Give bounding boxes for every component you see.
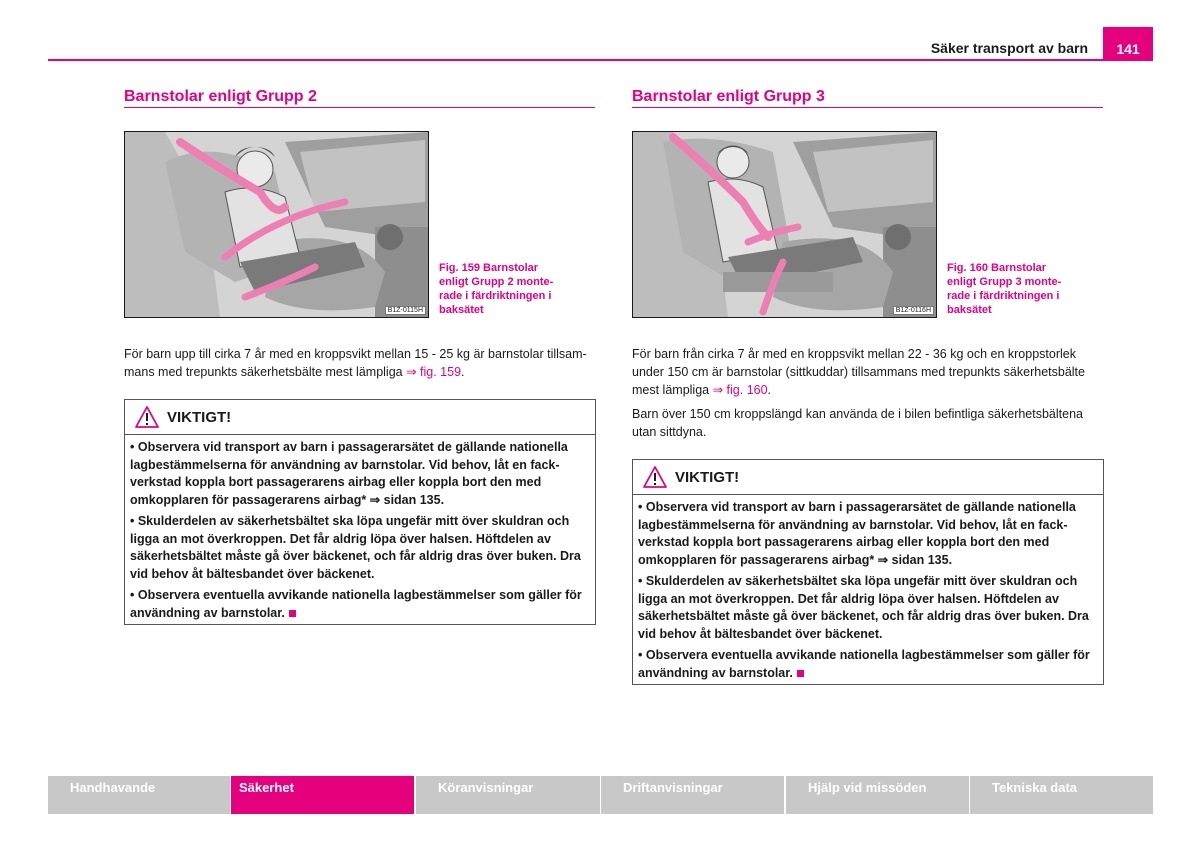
paragraph-line: mest lämpliga ⇒ fig. 160. [632,383,772,397]
warning-title: VIKTIGT! [675,468,740,486]
warning-item: • Observera vid transport av barn i passagerarsätet de gällande nationella lagbestämmelserna för användning av barnstolar. Vid behov, låt en fack-verkstad koppla bort passagerarens airbag eller koppla bort den med omkopplaren för passagerarens airbag* ⇒ sidan 135. [638,500,1076,567]
figure-159-link[interactable]: ⇒ fig. 159 [406,365,462,379]
end-square-icon [289,610,296,617]
paragraph-line: under 150 cm är barnstolar (sittkuddar) tillsammans med trepunkts säkerhetsbälte [632,365,1085,379]
child-in-booster-seat-illustration [125,132,428,317]
paragraph-line: mans med trepunkts säkerhetsbälte mest lämpliga ⇒ fig. 159. [124,365,465,379]
right-second-paragraph [632,405,1107,441]
warning-body [125,435,595,629]
caption-line: enligt Grupp 3 monte- [947,276,1062,288]
figure-code: B1Z-0115H [385,306,426,315]
warning-header [125,400,595,435]
caption-line: baksätet [947,304,992,316]
warning-triangle-icon [135,406,159,428]
end-square-icon [797,670,804,677]
nav-tab-sakerhet[interactable]: Säkerhet [231,776,414,814]
warning-triangle-icon [643,466,667,488]
caption-line: Fig. 160 Barnstolar [947,262,1047,274]
figure-code: B1Z-0116H [893,306,934,315]
paragraph-line: För barn upp till cirka 7 år med en kroppsvikt mellan 15 - 25 kg är barnstolar tillsam- [124,347,587,361]
warning-title: VIKTIGT! [167,408,232,426]
nav-tab-driftanvisningar[interactable]: Driftanvisningar [601,776,784,814]
right-intro-paragraph [632,345,1107,399]
header-rule [48,59,1153,61]
nav-tab-handhavande[interactable]: Handhavande [48,776,230,814]
figure-160-link[interactable]: ⇒ fig. 160 [712,383,768,397]
right-heading-rule [632,107,1103,108]
warning-item: • Observera vid transport av barn i passagerarsätet de gällande nationella lagbestämmelserna för användning av barnstolar. Vid behov, låt en fack-verkstad koppla bort passagerarens airbag eller koppla bort den med omkopplaren för passagerarens airbag* ⇒ sidan 135. [130,440,568,507]
caption-line: enligt Grupp 2 monte- [439,276,554,288]
figure-159-caption [439,261,579,317]
warning-item: • Skulderdelen av säkerhetsbältet ska löpa ungefär mitt över skuldran och ligga an mot överkroppen. Det får aldrig löpa över halsen. Höftdelen av säkerhetsbältet måste gå över bäckenet, och får aldrig dras över buken. Dra vid behov åt bältesbandet över bäckenet. [638,574,1089,641]
paragraph-line: Barn över 150 cm kroppslängd kan använda de i bilen befintliga säkerhetsbältena [632,407,1083,421]
left-intro-paragraph [124,345,599,381]
figure-160-caption [947,261,1087,317]
page-number: 141 [1103,27,1153,61]
warning-body [633,495,1103,689]
figure-160-illustration [632,131,937,318]
right-warning-box [632,459,1104,685]
caption-line: rade i färdriktningen i [439,290,552,302]
left-section-heading: Barnstolar enligt Grupp 2 [124,88,317,105]
left-warning-box [124,399,596,625]
child-on-booster-cushion-illustration [633,132,936,317]
caption-line: rade i färdriktningen i [947,290,1060,302]
figure-159-illustration [124,131,429,318]
warning-item: • Observera eventuella avvikande nationella lagbestämmelser som gäller för användning av barnstolar. [130,588,582,620]
right-section-heading: Barnstolar enligt Grupp 3 [632,88,825,105]
warning-item: • Skulderdelen av säkerhetsbältet ska löpa ungefär mitt över skuldran och ligga an mot överkroppen. Det får aldrig löpa över halsen. Höftdelen av säkerhetsbältet måste gå över bäckenet, och får aldrig dras över buken. Dra vid behov åt bältesbandet över bäckenet. [130,514,581,581]
nav-tab-tekniska-data[interactable]: Tekniska data [970,776,1153,814]
warning-header [633,460,1103,495]
paragraph-line: utan sittdyna. [632,425,707,439]
caption-line: baksätet [439,304,484,316]
paragraph-line: För barn från cirka 7 år med en kroppsvikt mellan 22 - 36 kg och en kroppstorlek [632,347,1076,361]
nav-tab-hjalp-vid-missoden[interactable]: Hjälp vid missöden [786,776,969,814]
nav-tab-koranvisningar[interactable]: Köranvisningar [416,776,600,814]
left-heading-rule [124,107,595,108]
running-header-title: Säker transport av barn [930,40,1088,56]
caption-line: Fig. 159 Barnstolar [439,262,539,274]
warning-item: • Observera eventuella avvikande nationella lagbestämmelser som gäller för användning av barnstolar. [638,648,1090,680]
